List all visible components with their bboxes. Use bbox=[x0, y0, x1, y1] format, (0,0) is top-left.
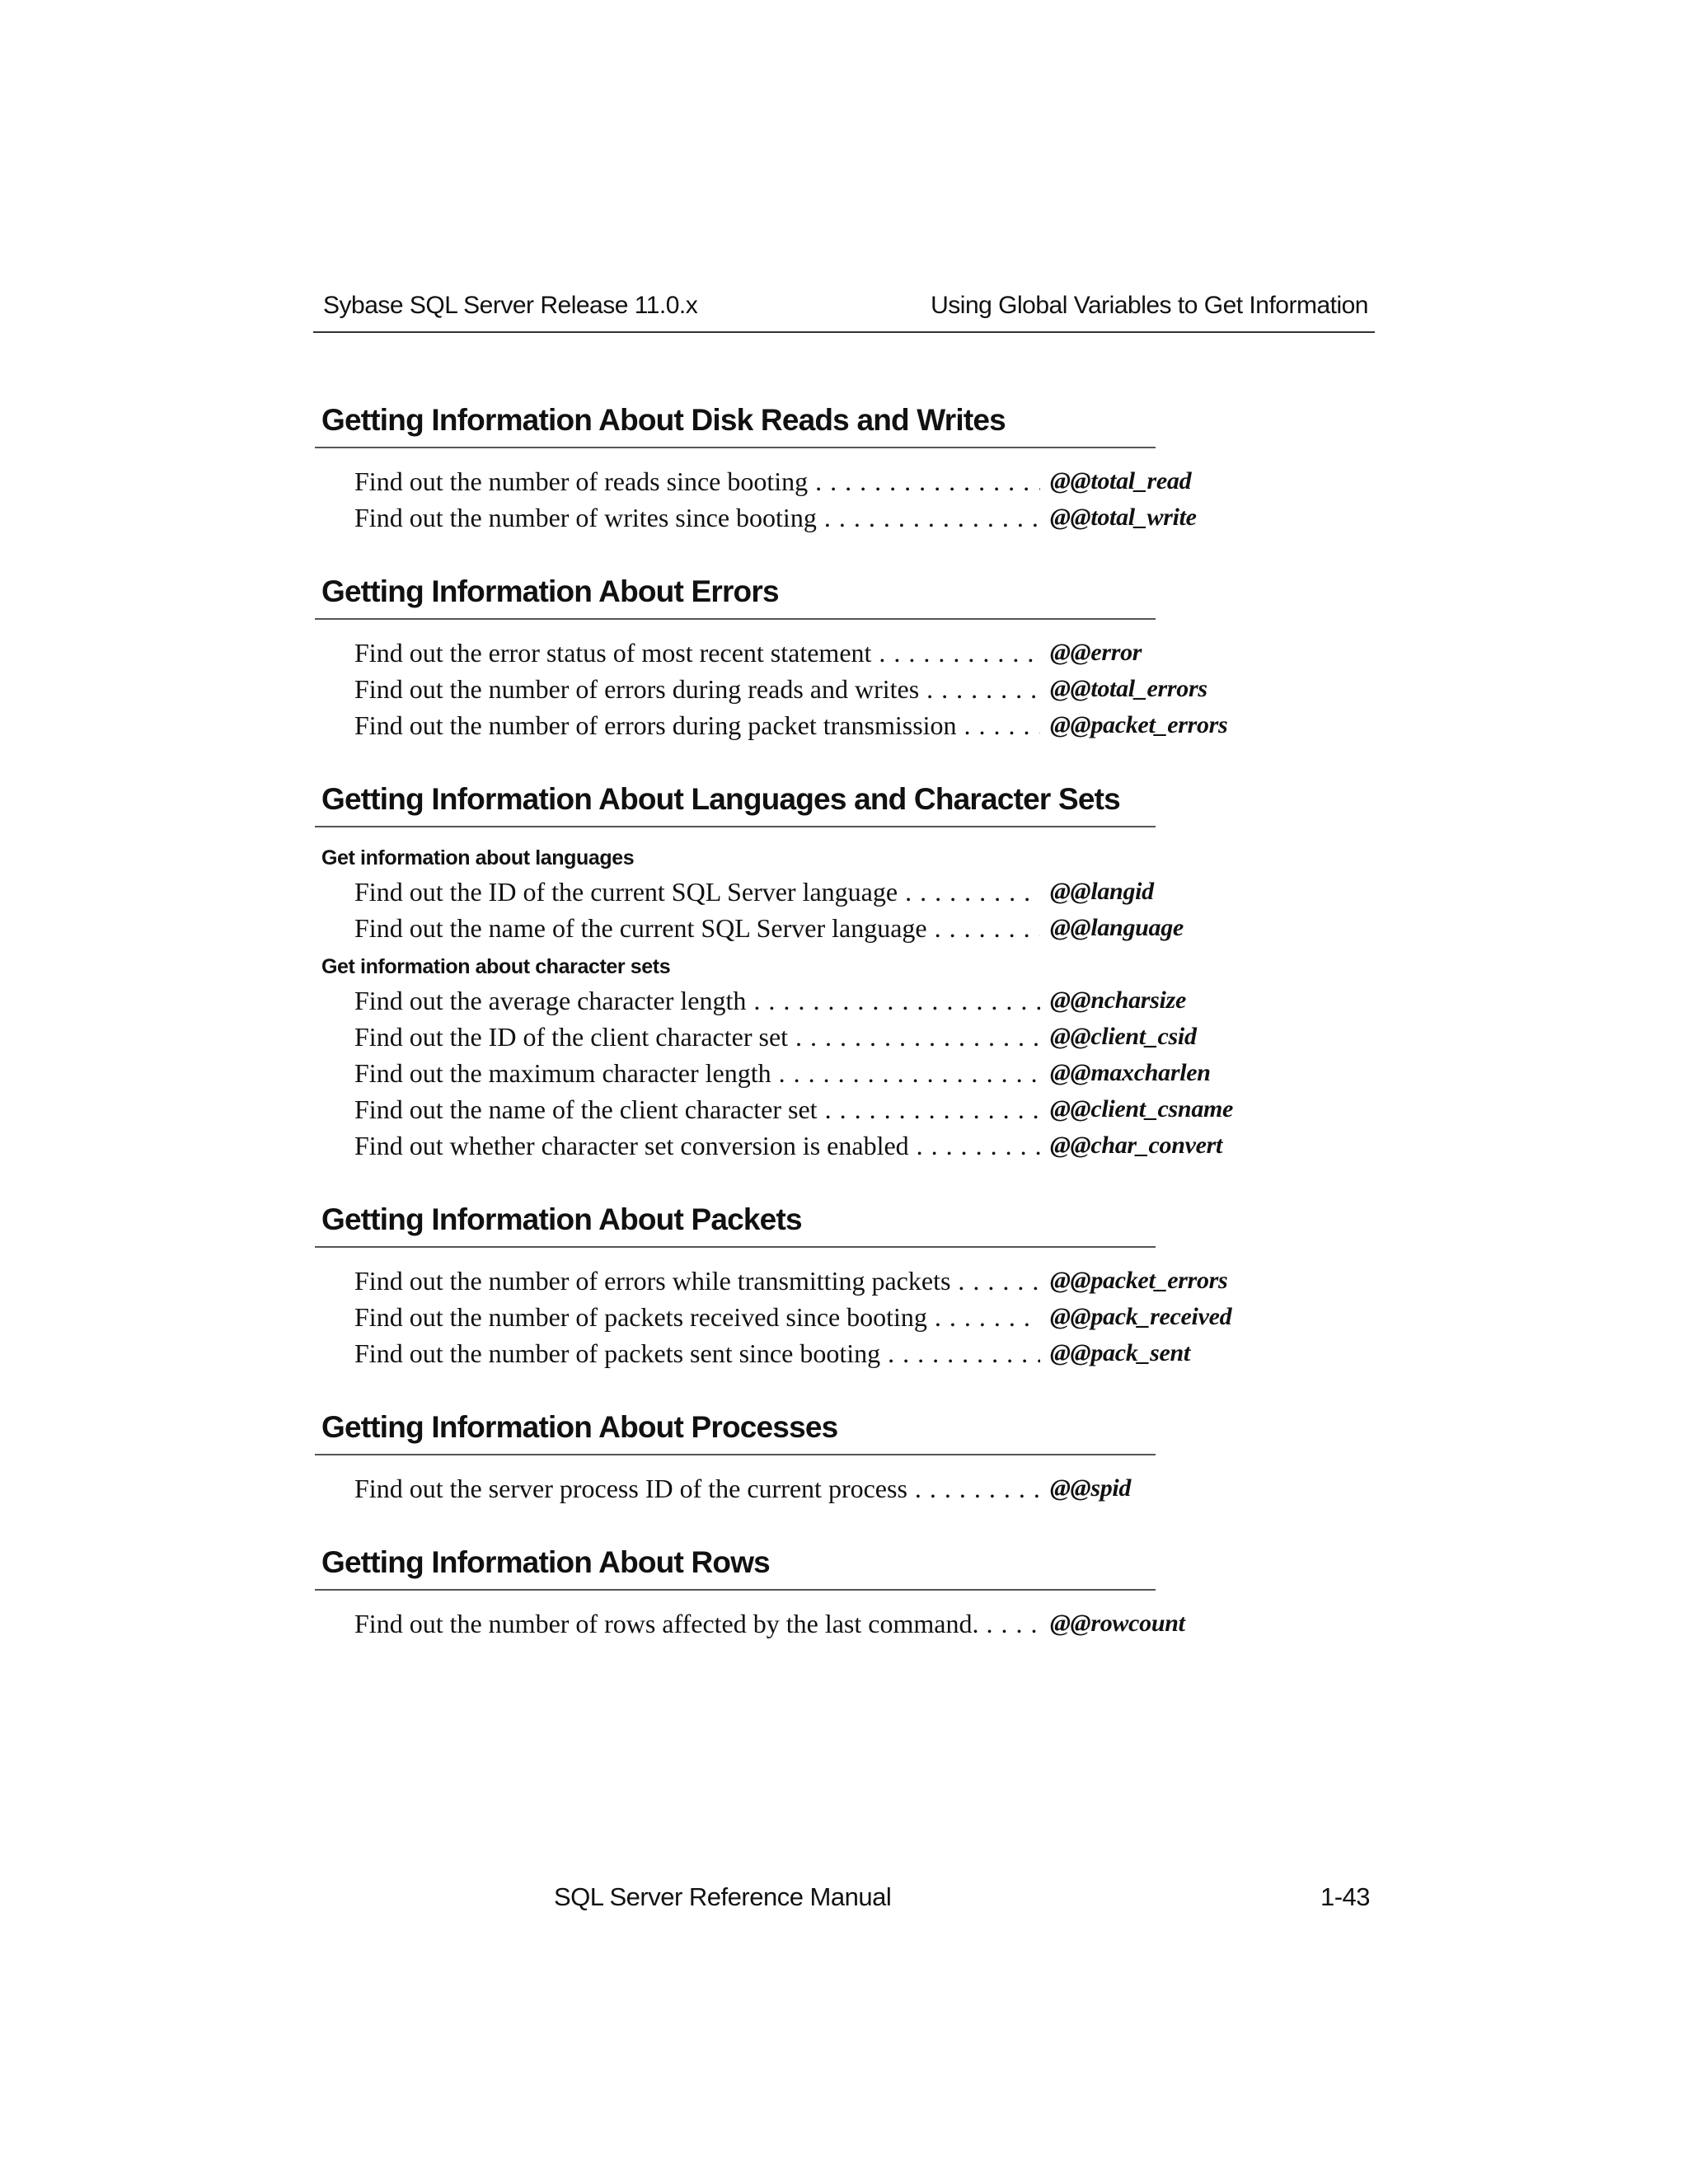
section bbox=[321, 780, 1352, 1164]
section-title: Getting Information About Processes bbox=[315, 1408, 1156, 1455]
entry-leader bbox=[354, 463, 1040, 499]
entry-row bbox=[321, 874, 1352, 910]
section bbox=[321, 1200, 1352, 1371]
entry-leader bbox=[354, 1605, 1040, 1642]
section bbox=[321, 572, 1352, 743]
entry-leader bbox=[354, 1127, 1040, 1164]
section-title: Getting Information About Errors bbox=[315, 572, 1156, 620]
entry-description: Find out the ID of the current SQL Server language bbox=[354, 877, 898, 907]
entry-description: Find out the number of packets received since booting bbox=[354, 1302, 927, 1332]
section-title: Getting Information About Languages and Character Sets bbox=[315, 780, 1156, 827]
entry-row bbox=[321, 982, 1352, 1019]
global-variable: @@total_errors bbox=[1050, 675, 1207, 702]
entry-leader bbox=[354, 499, 1040, 536]
entry-description: Find out the number of packets sent since booting bbox=[354, 1338, 881, 1368]
entry-leader bbox=[354, 1055, 1040, 1091]
entry-description: Find out the name of the current SQL Server language bbox=[354, 913, 927, 943]
footer-manual-title: SQL Server Reference Manual bbox=[554, 1882, 892, 1911]
entry-row bbox=[321, 463, 1352, 499]
section bbox=[321, 1408, 1352, 1507]
entry-leader bbox=[354, 1019, 1040, 1055]
entry-leader bbox=[354, 874, 1040, 910]
global-variable: @@pack_sent bbox=[1050, 1339, 1190, 1366]
entry-description: Find out whether character set conversion is enabled bbox=[354, 1131, 909, 1160]
global-variable: @@rowcount bbox=[1050, 1610, 1185, 1637]
section bbox=[321, 401, 1352, 536]
entry-row bbox=[321, 635, 1352, 671]
header-product-title: Sybase SQL Server Release 11.0.x bbox=[323, 292, 698, 319]
entry-description: Find out the number of errors while transmitting packets bbox=[354, 1266, 951, 1296]
global-variable: @@pack_received bbox=[1050, 1303, 1232, 1330]
global-variable: @@total_write bbox=[1050, 504, 1197, 531]
entry-leader bbox=[354, 707, 1040, 743]
entry-description: Find out the name of the client character set bbox=[354, 1094, 818, 1124]
global-variable: @@language bbox=[1050, 914, 1184, 941]
entry-description: Find out the number of rows affected by the last command. bbox=[354, 1609, 979, 1638]
section bbox=[321, 1543, 1352, 1642]
global-variable: @@total_read bbox=[1050, 467, 1192, 494]
entry-description: Find out the server process ID of the current process bbox=[354, 1474, 907, 1503]
global-variable: @@packet_errors bbox=[1050, 711, 1228, 738]
global-variable: @@maxcharlen bbox=[1050, 1059, 1211, 1086]
entry-row bbox=[321, 1091, 1352, 1127]
entry-leader bbox=[354, 671, 1040, 707]
section-title: Getting Information About Disk Reads and Writes bbox=[315, 401, 1156, 448]
entry-leader bbox=[354, 1263, 1040, 1299]
entry-row bbox=[321, 1019, 1352, 1055]
entry-description: Find out the number of writes since booting bbox=[354, 503, 817, 532]
entry-description: Find out the average character length bbox=[354, 986, 747, 1015]
entry-leader bbox=[354, 1299, 1040, 1335]
page-footer bbox=[313, 1882, 1375, 1919]
entry-description: Find out the maximum character length bbox=[354, 1058, 771, 1088]
header-chapter-title: Using Global Variables to Get Information bbox=[931, 292, 1368, 319]
section-title: Getting Information About Rows bbox=[315, 1543, 1156, 1591]
global-variable: @@spid bbox=[1050, 1474, 1132, 1502]
entry-description: Find out the number of errors during reads and writes bbox=[354, 674, 920, 704]
page-header bbox=[313, 288, 1375, 333]
entry-row bbox=[321, 1055, 1352, 1091]
entry-description: Find out the error status of most recent statement bbox=[354, 638, 872, 668]
group-label: Get information about languages bbox=[321, 846, 635, 869]
entry-row bbox=[321, 1470, 1352, 1507]
entry-row bbox=[321, 707, 1352, 743]
entry-row bbox=[321, 1335, 1352, 1371]
entry-row bbox=[321, 499, 1352, 536]
entry-row bbox=[321, 1605, 1352, 1642]
entry-row bbox=[321, 1263, 1352, 1299]
entry-description: Find out the ID of the client character set bbox=[354, 1022, 789, 1052]
entry-description: Find out the number of errors during packet transmission bbox=[354, 710, 957, 740]
global-variable: @@char_convert bbox=[1050, 1132, 1223, 1159]
entry-row bbox=[321, 671, 1352, 707]
entry-leader bbox=[354, 1091, 1040, 1127]
section-title: Getting Information About Packets bbox=[315, 1200, 1156, 1248]
entry-row bbox=[321, 910, 1352, 946]
group-label: Get information about character sets bbox=[321, 955, 671, 978]
entry-leader bbox=[354, 1335, 1040, 1371]
entry-description: Find out the number of reads since booting bbox=[354, 466, 809, 496]
footer-page-number: 1-43 bbox=[1320, 1882, 1370, 1911]
global-variable: @@packet_errors bbox=[1050, 1267, 1228, 1294]
global-variable: @@langid bbox=[1050, 878, 1154, 905]
entry-row bbox=[321, 1299, 1352, 1335]
global-variable: @@client_csname bbox=[1050, 1095, 1234, 1122]
global-variable: @@ncharsize bbox=[1050, 987, 1186, 1014]
entry-leader bbox=[354, 982, 1040, 1019]
global-variable: @@client_csid bbox=[1050, 1023, 1197, 1050]
entry-leader bbox=[354, 635, 1040, 671]
entry-row bbox=[321, 1127, 1352, 1164]
page-content bbox=[321, 401, 1352, 1678]
entry-leader bbox=[354, 910, 1040, 946]
global-variable: @@error bbox=[1050, 639, 1142, 666]
entry-leader bbox=[354, 1470, 1040, 1507]
